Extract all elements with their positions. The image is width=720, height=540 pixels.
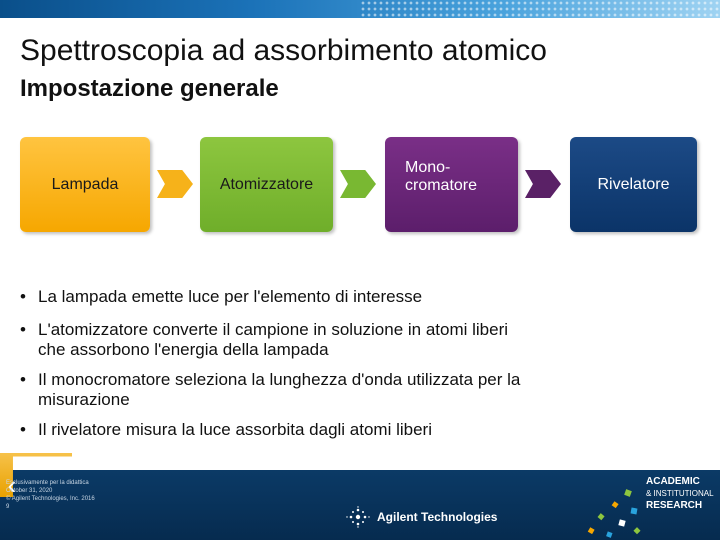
block-rivelatore-label: Rivelatore — [597, 175, 670, 193]
block-atomizzatore — [200, 137, 333, 232]
header-banner — [0, 0, 720, 18]
chevron-left-icon[interactable]: ‹ — [7, 470, 17, 500]
academic-badge — [646, 476, 714, 512]
bullet-text-cont: misurazione — [38, 390, 130, 409]
confetti-decoration — [585, 488, 645, 540]
company-name: Agilent Technologies — [377, 510, 498, 524]
badge-line: & INSTITUTIONAL — [646, 489, 714, 498]
bullet-text: • Il rivelatore misura la luce assorbita dagli atomi liberi — [38, 420, 432, 439]
header-dot-pattern — [360, 0, 720, 18]
slide-subtitle: Impostazione generale — [20, 75, 279, 102]
bullet-item — [20, 287, 422, 307]
block-lampada-label: Lampada — [51, 175, 119, 193]
bullet-text: • Il monocromatore seleziona la lunghezza d'onda utilizzata per la — [38, 370, 521, 389]
badge-line: ACADEMIC — [646, 476, 700, 487]
arrow-icon-2 — [340, 170, 376, 198]
block-monocromatore-label-1: Mono- — [405, 159, 451, 176]
block-rivelatore — [570, 137, 697, 232]
footer-line: October 31, 2020 — [6, 488, 53, 494]
block-monocromatore-label-2: cromatore — [405, 177, 478, 194]
arrow-icon-1 — [157, 170, 193, 198]
agilent-logo — [345, 506, 497, 528]
bullet-item — [20, 370, 520, 410]
arrow-icon-3 — [525, 170, 561, 198]
block-monocromatore — [385, 137, 518, 232]
badge-line: RESEARCH — [646, 500, 703, 511]
spark-icon — [345, 506, 371, 528]
block-atomizzatore-label: Atomizzatore — [219, 175, 314, 193]
bullet-text: • La lampada emette luce per l'elemento di interesse — [38, 287, 423, 306]
slide-title: Spettroscopia ad assorbimento atomico — [20, 34, 547, 67]
bullet-item — [20, 320, 508, 360]
bullet-text-cont: che assorbono l'energia della lampada — [38, 340, 329, 359]
bullet-item — [20, 420, 432, 440]
footer-line: © Agilent Technologies, Inc. 2016 — [6, 496, 95, 502]
footer-info — [6, 479, 95, 511]
footer-line: 9 — [6, 504, 10, 510]
footer-line: Esclusivamente per la didattica — [6, 480, 89, 486]
bullet-text: • L'atomizzatore converte il campione in soluzione in atomi liberi — [38, 320, 509, 339]
block-lampada — [20, 137, 150, 232]
